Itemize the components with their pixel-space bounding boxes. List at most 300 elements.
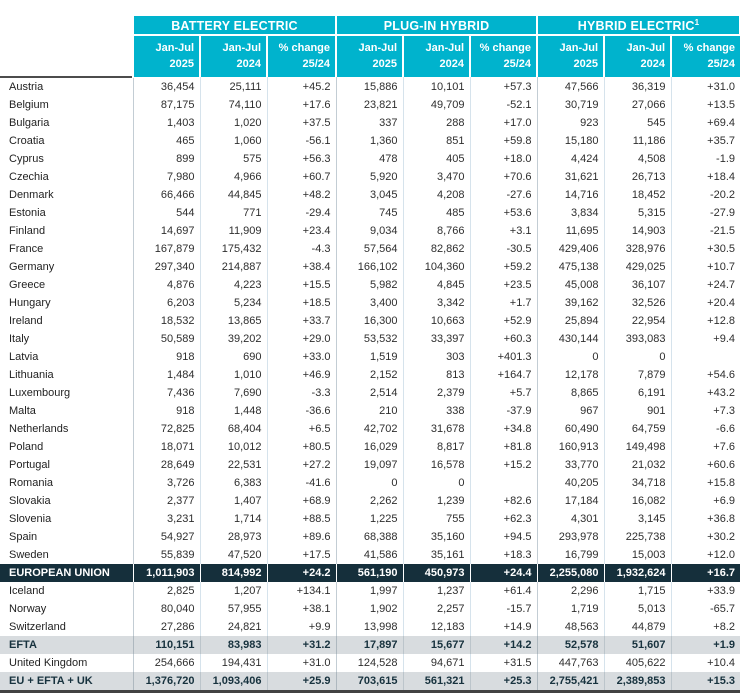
cell-value: 1,060 [200, 132, 267, 150]
cell-value: 967 [537, 402, 604, 420]
col-header-2025 [133, 35, 200, 77]
cell-value: 430,144 [537, 330, 604, 348]
cell-value: +18.3 [470, 546, 537, 564]
cell-value: 28,649 [133, 456, 200, 474]
table-row [0, 204, 740, 222]
col-header-period: Jan-Jul [222, 42, 261, 54]
table-row [0, 348, 740, 366]
col-header-2024 [200, 35, 267, 77]
cell-value: 31,678 [403, 420, 470, 438]
cell-value: +60.3 [470, 330, 537, 348]
cell-value: +31.0 [671, 77, 740, 96]
group-header-hybrid-electric [537, 15, 740, 35]
cell-value: 11,909 [200, 222, 267, 240]
col-header-period: Jan-Jul [626, 42, 666, 54]
cell-value: 1,902 [336, 600, 403, 618]
cell-value: 3,045 [336, 186, 403, 204]
cell-value: 15,003 [604, 546, 671, 564]
table-row [0, 330, 740, 348]
cell-value: 288 [403, 114, 470, 132]
cell-value: 160,913 [537, 438, 604, 456]
cell-value: 21,032 [604, 456, 671, 474]
cell-value: +94.5 [470, 528, 537, 546]
cell-value: +54.6 [671, 366, 740, 384]
table-row [0, 528, 740, 546]
table-row [0, 600, 740, 618]
cell-value: 1,715 [604, 582, 671, 600]
cell-value: 14,716 [537, 186, 604, 204]
cell-value: 167,879 [133, 240, 200, 258]
cell-value: 14,903 [604, 222, 671, 240]
cell-value: 27,286 [133, 618, 200, 636]
cell-value: 41,586 [336, 546, 403, 564]
cell-value: +14.9 [470, 618, 537, 636]
cell-value: -27.6 [470, 186, 537, 204]
cell-value: 12,183 [403, 618, 470, 636]
cell-value: +38.4 [267, 258, 336, 276]
col-header-period: Jan-Jul [155, 42, 194, 54]
cell-value: 4,966 [200, 168, 267, 186]
cell-value: +24.2 [302, 567, 331, 579]
cell-value: 0 [604, 348, 671, 366]
cell-value: 2,255,080 [537, 564, 604, 582]
table-row [0, 186, 740, 204]
col-header-year: 2025 [372, 58, 398, 70]
cell-value: 16,578 [403, 456, 470, 474]
cell-value: 22,954 [604, 312, 671, 330]
cell-value: 485 [403, 204, 470, 222]
cell-value: 4,301 [537, 510, 604, 528]
cell-value: +20.4 [671, 294, 740, 312]
cell-value: 561,321 [403, 672, 470, 692]
group-label: HYBRID ELECTRIC [577, 18, 695, 33]
cell-value: 899 [133, 150, 200, 168]
cell-value: 18,452 [604, 186, 671, 204]
cell-value: 16,799 [537, 546, 604, 564]
cell-value: 4,208 [403, 186, 470, 204]
table-row [0, 96, 740, 114]
cell-value: 68,404 [200, 420, 267, 438]
cell-value: +45.2 [267, 77, 336, 96]
cell-value: 7,980 [133, 168, 200, 186]
table-row [0, 582, 740, 600]
cell-value: 25,111 [200, 77, 267, 96]
group-label: BATTERY ELECTRIC [171, 18, 298, 33]
cell-value: +134.1 [267, 582, 336, 600]
cell-value: +48.2 [267, 186, 336, 204]
cell-value: 3,470 [403, 168, 470, 186]
cell-value: 1,011,903 [133, 564, 200, 582]
cell-value: 465 [133, 132, 200, 150]
cell-value: 8,865 [537, 384, 604, 402]
cell-value: 703,615 [336, 672, 403, 692]
cell-value: +89.6 [267, 528, 336, 546]
cell-value: +13.5 [671, 96, 740, 114]
cell-value: 3,145 [604, 510, 671, 528]
cell-value: 0 [336, 474, 403, 492]
row-label: Norway [9, 603, 47, 615]
cell-value: 16,082 [604, 492, 671, 510]
cell-value: 36,107 [604, 276, 671, 294]
cell-value: +23.4 [267, 222, 336, 240]
cell-value: 48,563 [537, 618, 604, 636]
cell-value: 0 [537, 348, 604, 366]
cell-value: +70.6 [470, 168, 537, 186]
col-header-pct-change [671, 35, 740, 77]
row-label: Hungary [9, 297, 51, 309]
table-row [0, 564, 740, 582]
cell-value: +59.8 [470, 132, 537, 150]
cell-value: 24,821 [200, 618, 267, 636]
table-row [0, 384, 740, 402]
cell-value: +12.8 [671, 312, 740, 330]
cell-value: 6,191 [604, 384, 671, 402]
cell-value: 755 [403, 510, 470, 528]
cell-value: +16.7 [707, 567, 736, 579]
cell-value: +17.5 [267, 546, 336, 564]
cell-value: +24.7 [671, 276, 740, 294]
cell-value: 17,184 [537, 492, 604, 510]
cell-value: 10,012 [200, 438, 267, 456]
cell-value: +1.7 [470, 294, 537, 312]
col-header-2025 [336, 35, 403, 77]
cell-value: 31,621 [537, 168, 604, 186]
cell-value: +10.4 [671, 654, 740, 672]
table-row [0, 168, 740, 186]
cell-value: 2,825 [133, 582, 200, 600]
cell-value: 1,484 [133, 366, 200, 384]
cell-value: 814,992 [221, 567, 262, 579]
cell-value: 194,431 [200, 654, 267, 672]
cell-value: 50,589 [133, 330, 200, 348]
cell-value: 2,755,421 [537, 672, 604, 692]
cell-value: 337 [336, 114, 403, 132]
cell-value: 745 [336, 204, 403, 222]
col-header-period: % change [278, 42, 331, 54]
cell-value: 2,257 [403, 600, 470, 618]
cell-value: 52,578 [537, 636, 604, 654]
cell-value: +25.9 [267, 672, 336, 692]
row-label: EU + EFTA + UK [0, 672, 133, 692]
cell-value: 10,101 [403, 77, 470, 96]
table-row [0, 312, 740, 330]
cell-value: 36,319 [604, 77, 671, 96]
cell-value: 47,566 [537, 77, 604, 96]
cell-value: 35,161 [403, 546, 470, 564]
cell-value: 3,834 [537, 204, 604, 222]
cell-value: +34.8 [470, 420, 537, 438]
data-table [0, 14, 740, 693]
cell-value: -15.7 [470, 600, 537, 618]
cell-value: 9,034 [336, 222, 403, 240]
cell-value: +52.9 [470, 312, 537, 330]
cell-value: +37.5 [267, 114, 336, 132]
cell-value: 80,040 [133, 600, 200, 618]
cell-value: 57,955 [200, 600, 267, 618]
table-row [0, 150, 740, 168]
table-row [0, 258, 740, 276]
cell-value: 8,817 [403, 438, 470, 456]
row-label: United Kingdom [9, 657, 88, 669]
cell-value: +60.6 [671, 456, 740, 474]
cell-value: +57.3 [470, 77, 537, 96]
cell-value: 690 [200, 348, 267, 366]
group-header-plug-in-hybrid [336, 15, 537, 35]
cell-value: 18,532 [133, 312, 200, 330]
cell-value: 18,071 [133, 438, 200, 456]
col-header-2025 [537, 35, 604, 77]
cell-value: 328,976 [604, 240, 671, 258]
cell-value: 1,719 [537, 600, 604, 618]
cell-value: 82,862 [403, 240, 470, 258]
cell-value: +10.7 [671, 258, 740, 276]
cell-value: 210 [336, 402, 403, 420]
cell-value: 1,407 [200, 492, 267, 510]
cell-value: +8.2 [671, 618, 740, 636]
cell-value: 1,403 [133, 114, 200, 132]
cell-value: +31.0 [267, 654, 336, 672]
cell-value: 22,531 [200, 456, 267, 474]
cell-value: 19,097 [336, 456, 403, 474]
cell-value: +1.9 [671, 636, 740, 654]
cell-value: +7.3 [671, 402, 740, 420]
row-label: Belgium [9, 99, 49, 111]
cell-value: 11,695 [537, 222, 604, 240]
col-header-period: Jan-Jul [559, 42, 599, 54]
cell-value: +80.5 [267, 438, 336, 456]
cell-value: 36,454 [133, 77, 200, 96]
cell-value: 1,997 [336, 582, 403, 600]
cell-value: 149,498 [604, 438, 671, 456]
cell-value: 1,093,406 [200, 672, 267, 692]
table-row [0, 132, 740, 150]
cell-value: 429,025 [604, 258, 671, 276]
cell-value: 64,759 [604, 420, 671, 438]
row-label: Estonia [9, 207, 46, 219]
cell-value: -4.3 [267, 240, 336, 258]
col-header-period: Jan-Jul [425, 42, 465, 54]
cell-value: 475,138 [537, 258, 604, 276]
cell-value: 918 [133, 348, 200, 366]
cell-value: 1,020 [200, 114, 267, 132]
cell-value: +33.0 [267, 348, 336, 366]
cell-value: 4,876 [133, 276, 200, 294]
table-row [0, 492, 740, 510]
cell-value: 49,709 [403, 96, 470, 114]
cell-value: 47,520 [200, 546, 267, 564]
cell-value: +29.0 [267, 330, 336, 348]
cell-value: +12.0 [671, 546, 740, 564]
cell-value: 5,013 [604, 600, 671, 618]
cell-value [470, 474, 537, 492]
table-row [0, 474, 740, 492]
col-header-year: 25/24 [302, 58, 331, 70]
cell-value: 15,886 [336, 77, 403, 96]
cell-value: 3,726 [133, 474, 200, 492]
col-header-pct-change [470, 35, 537, 77]
col-header-2024 [403, 35, 470, 77]
cell-value: 17,897 [336, 636, 403, 654]
row-label: Luxembourg [9, 387, 71, 399]
cell-value: 1,225 [336, 510, 403, 528]
cell-value: 16,029 [336, 438, 403, 456]
cell-value: 575 [200, 150, 267, 168]
row-label: France [9, 243, 44, 255]
cell-value: -56.1 [267, 132, 336, 150]
cell-value: 40,205 [537, 474, 604, 492]
table-row [0, 654, 740, 672]
cell-value: -36.6 [267, 402, 336, 420]
cell-value: +9.4 [671, 330, 740, 348]
cell-value: +69.4 [671, 114, 740, 132]
cell-value: 1,207 [200, 582, 267, 600]
corner-cell [0, 15, 133, 35]
cell-value: 923 [537, 114, 604, 132]
row-label: EFTA [9, 639, 37, 651]
cell-value: +61.4 [470, 582, 537, 600]
cell-value: +164.7 [470, 366, 537, 384]
cell-value: 33,397 [403, 330, 470, 348]
cell-value: 26,713 [604, 168, 671, 186]
cell-value: +27.2 [267, 456, 336, 474]
cell-value: 34,718 [604, 474, 671, 492]
cell-value: +38.1 [267, 600, 336, 618]
cell-value: 28,973 [200, 528, 267, 546]
col-header-year: 25/24 [707, 58, 736, 70]
cell-value: +17.0 [470, 114, 537, 132]
cell-value: 1,239 [403, 492, 470, 510]
cell-value: 66,466 [133, 186, 200, 204]
col-header-pct-change [267, 35, 336, 77]
cell-value: 338 [403, 402, 470, 420]
cell-value: -29.4 [267, 204, 336, 222]
group-header-row [0, 15, 740, 35]
row-label: Slovenia [9, 513, 52, 525]
cell-value: 11,186 [604, 132, 671, 150]
table-row [0, 420, 740, 438]
cell-value: 5,315 [604, 204, 671, 222]
cell-value: 393,083 [604, 330, 671, 348]
cell-value: +24.4 [503, 567, 532, 579]
cell-value: 55,839 [133, 546, 200, 564]
col-header-period: Jan-Jul [358, 42, 398, 54]
cell-value: 2,152 [336, 366, 403, 384]
table-row [0, 636, 740, 654]
cell-value: +82.6 [470, 492, 537, 510]
cell-value: 44,845 [200, 186, 267, 204]
cell-value: 2,377 [133, 492, 200, 510]
table-row [0, 510, 740, 528]
cell-value: 813 [403, 366, 470, 384]
group-footnote-marker: 1 [694, 17, 700, 27]
row-label: Slovakia [9, 495, 51, 507]
cell-value: +9.9 [267, 618, 336, 636]
cell-value: 2,389,853 [604, 672, 671, 692]
cell-value: 2,379 [403, 384, 470, 402]
cell-value: +15.2 [470, 456, 537, 474]
table-row [0, 546, 740, 564]
cell-value: 15,677 [403, 636, 470, 654]
cell-value: 1,932,624 [616, 567, 666, 579]
cell-value: 7,436 [133, 384, 200, 402]
cell-value: 1,376,720 [133, 672, 200, 692]
cell-value: -6.6 [671, 420, 740, 438]
cell-value: 5,234 [200, 294, 267, 312]
col-header-year: 2025 [169, 58, 194, 70]
cell-value: 124,528 [336, 654, 403, 672]
sub-header-row [0, 35, 740, 77]
cell-value: 3,400 [336, 294, 403, 312]
cell-value: 42,702 [336, 420, 403, 438]
cell-value: 1,010 [200, 366, 267, 384]
cell-value: 2,296 [537, 582, 604, 600]
table-row [0, 240, 740, 258]
cell-value: 405,622 [604, 654, 671, 672]
cell-value: 544 [133, 204, 200, 222]
table-row [0, 618, 740, 636]
cell-value: 175,432 [200, 240, 267, 258]
cell-value: +25.3 [470, 672, 537, 692]
cell-value: 110,151 [133, 636, 200, 654]
cell-value: 5,920 [336, 168, 403, 186]
cell-value: 3,231 [133, 510, 200, 528]
cell-value: +30.2 [671, 528, 740, 546]
row-label: Portugal [9, 459, 50, 471]
cell-value: 57,564 [336, 240, 403, 258]
cell-value: +35.7 [671, 132, 740, 150]
cell-value: 3,342 [403, 294, 470, 312]
cell-value: 6,383 [200, 474, 267, 492]
cell-value: +46.9 [267, 366, 336, 384]
cell-value: 7,879 [604, 366, 671, 384]
cell-value: 405 [403, 150, 470, 168]
cell-value: 30,719 [537, 96, 604, 114]
cell-value: 1,360 [336, 132, 403, 150]
cell-value: 4,424 [537, 150, 604, 168]
cell-value: 32,526 [604, 294, 671, 312]
row-label: Ireland [9, 315, 43, 327]
row-label: Latvia [9, 351, 39, 363]
cell-value: 94,671 [403, 654, 470, 672]
cell-value: 1,519 [336, 348, 403, 366]
row-label: Germany [9, 261, 55, 273]
row-label: Bulgaria [9, 117, 50, 129]
cell-value: 8,766 [403, 222, 470, 240]
table-header [0, 15, 740, 77]
cell-value: +5.7 [470, 384, 537, 402]
cell-value: 15,180 [537, 132, 604, 150]
cell-value: 35,160 [403, 528, 470, 546]
cell-value: +18.4 [671, 168, 740, 186]
cell-value: +401.3 [470, 348, 537, 366]
cell-value: 1,237 [403, 582, 470, 600]
table-row [0, 672, 740, 692]
cell-value: 16,300 [336, 312, 403, 330]
cell-value: +68.9 [267, 492, 336, 510]
row-label: Cyprus [9, 153, 44, 165]
cell-value: +59.2 [470, 258, 537, 276]
cell-value: +3.1 [470, 222, 537, 240]
row-label: Switzerland [9, 621, 66, 633]
cell-value: -21.5 [671, 222, 740, 240]
cell-value: +53.6 [470, 204, 537, 222]
corner-cell [0, 35, 133, 77]
cell-value: 7,690 [200, 384, 267, 402]
row-label: Croatia [9, 135, 45, 147]
col-header-year: 2024 [236, 58, 261, 70]
cell-value: +36.8 [671, 510, 740, 528]
cell-value: +62.3 [470, 510, 537, 528]
